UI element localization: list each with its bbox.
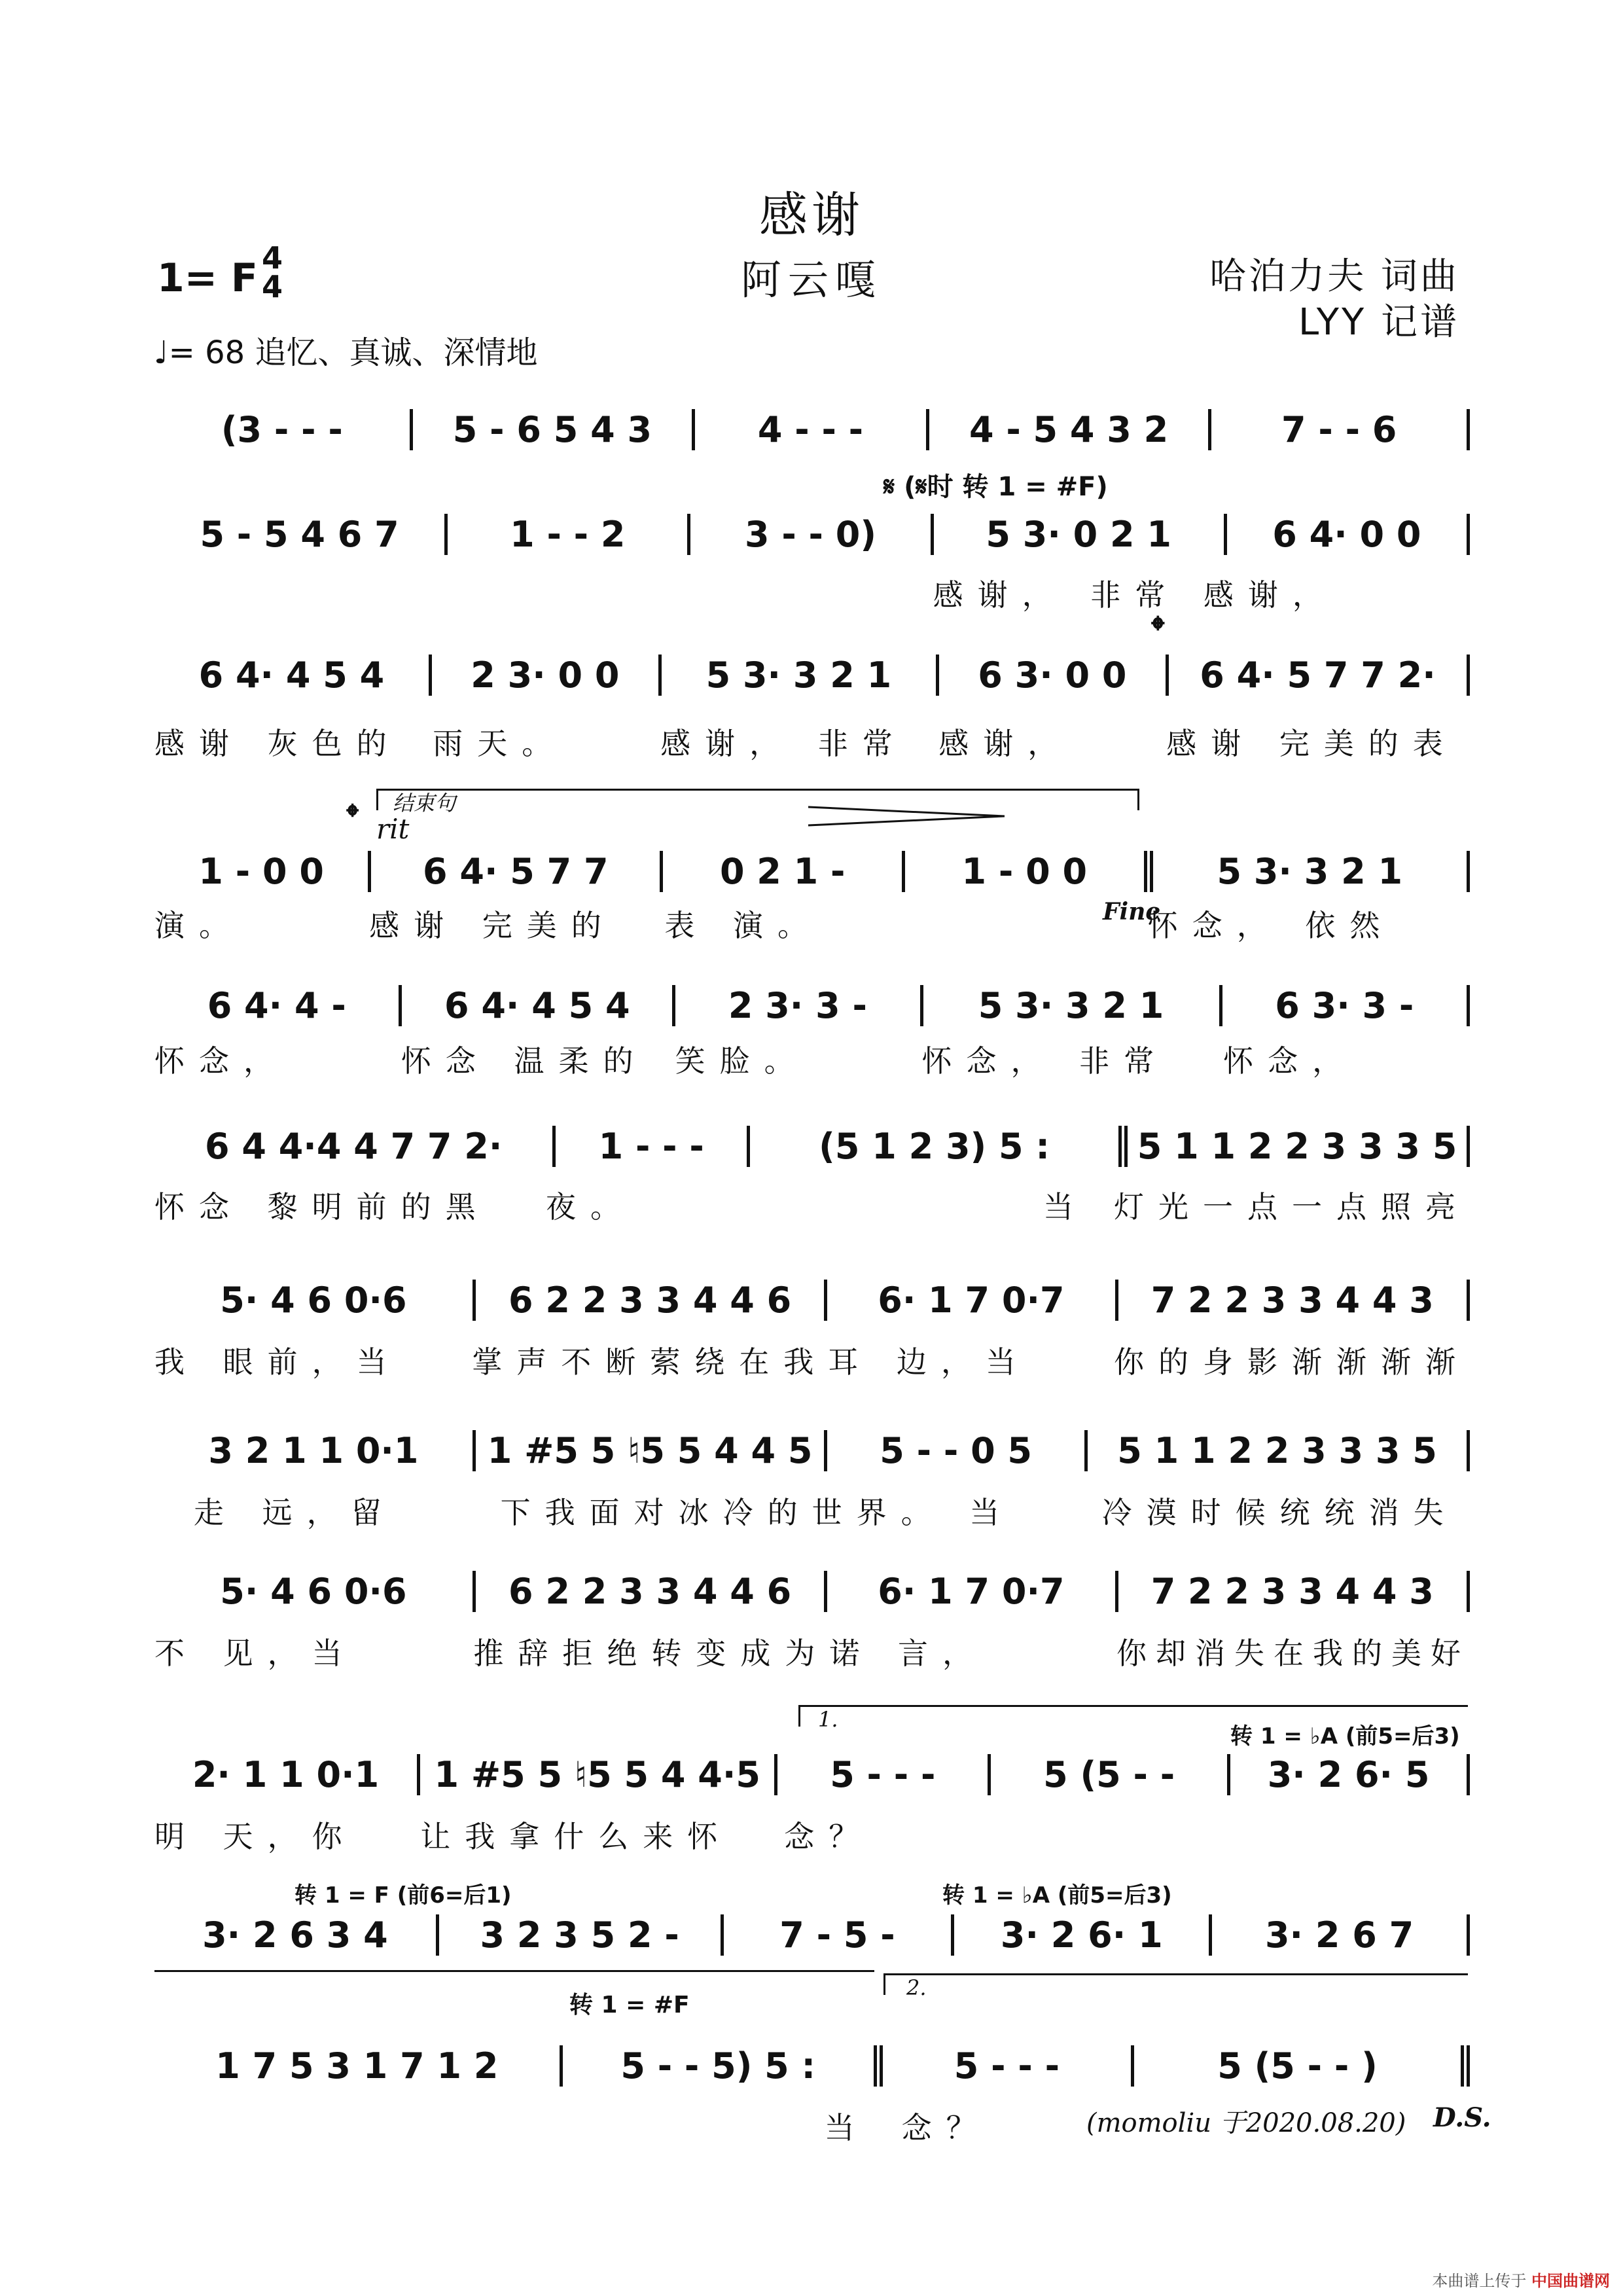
- measure: 6 3· 3 -: [1222, 985, 1470, 1026]
- lyric: 感谢， 非常: [660, 726, 907, 761]
- lyrics-row-4: [154, 902, 1470, 945]
- composer-credit: 哈泊力夫 词曲: [1209, 255, 1459, 298]
- lyric: [450, 571, 691, 615]
- measure: 5 - - -: [777, 1754, 991, 1795]
- measure: 1 #5 5 ♮5 5 4 4·5: [420, 1754, 777, 1795]
- measure: 1 - - 2: [448, 514, 690, 555]
- measure: 5 3· 3 2 1: [662, 655, 939, 696]
- measure: 6· 1 7 0·7: [827, 1280, 1118, 1321]
- lyric: 你却消失在我的美好: [1116, 1636, 1470, 1671]
- lyric: 你的身影渐渐渐渐: [1114, 1344, 1470, 1380]
- lyrics-row-9: [154, 1630, 1470, 1673]
- measure: 3 2 1 1 0·1: [154, 1430, 476, 1471]
- staff-row-10: [154, 1754, 1470, 1795]
- lyric: 推辞拒绝转变成为: [473, 1636, 830, 1671]
- measure: 5 - - -: [883, 2045, 1134, 2087]
- modulation-to-F: 转 1 = F (前6=后1): [294, 1882, 512, 1909]
- measure: 4 - - -: [695, 409, 929, 450]
- measure: 7 2 2 3 3 4 4 3: [1118, 1280, 1470, 1321]
- measure: 1 #5 5 ♮5 5 4 4 5: [476, 1430, 827, 1471]
- lyric: 怀念，: [154, 1043, 288, 1079]
- lyric: 让我拿什么来怀: [420, 1819, 732, 1854]
- measure: 5 1 1 2 2 3 3 3 5: [1088, 1430, 1470, 1471]
- lyric: 夜。: [546, 1189, 635, 1225]
- staff-row-5: [154, 985, 1470, 1026]
- staff-row-4: [154, 851, 1470, 892]
- measure: 5 3· 3 2 1: [1153, 851, 1470, 892]
- measure: 3· 2 6 7: [1212, 1914, 1470, 1956]
- ending-phrase-bracket: [376, 789, 1139, 810]
- lyric: 怀念 黎明前的黑: [154, 1189, 490, 1225]
- measure: 1 - - -: [556, 1126, 750, 1167]
- song-title: 感谢: [759, 187, 864, 243]
- decrescendo-mark: [808, 802, 1005, 834]
- measure: (3 - - -: [154, 409, 413, 450]
- lyric: [154, 2104, 560, 2147]
- measure: 6 4 4·4 4 7 7 2·: [154, 1126, 556, 1167]
- time-signature: [262, 240, 283, 304]
- measure: 1 7 5 3 1 7 1 2: [154, 2045, 563, 2087]
- watermark-prefix: 本曲谱上传于: [1432, 2272, 1527, 2290]
- lyric: 耳 边，当: [828, 1344, 1030, 1380]
- lyric: 怀念， 非常: [921, 1043, 1169, 1079]
- volta-1-label: 1.: [818, 1707, 838, 1732]
- key-signature: 1= F: [157, 255, 258, 301]
- lyric: 诺 言，: [829, 1636, 987, 1671]
- measure: 7 - - 6: [1211, 409, 1470, 450]
- measure: 2 3· 3 -: [675, 985, 923, 1026]
- staff-row-1: [154, 409, 1470, 450]
- measure: 3 - - 0): [690, 514, 933, 555]
- lyrics-row-7: [154, 1338, 1470, 1382]
- lyrics-row-2: [154, 571, 1470, 615]
- measure: 5 1 1 2 2 3 3 3 5: [1128, 1126, 1470, 1167]
- staff-row-2: [154, 514, 1470, 555]
- modulation-to-bA: 转 1 = ♭A (前5=后3): [942, 1882, 1172, 1909]
- lyrics-row-3: [154, 720, 1470, 763]
- meter-bottom: 4: [262, 269, 283, 304]
- staff-row-11: [154, 1914, 1470, 1956]
- lyric: [154, 571, 450, 615]
- measure: 0 2 1 -: [663, 851, 905, 892]
- measure: 7 - 5 -: [724, 1914, 955, 1956]
- measure: 5· 4 6 0·6: [154, 1571, 476, 1612]
- tempo-marking: ♩= 68 追忆、真诚、深情地: [154, 334, 538, 371]
- staff-row-6: [154, 1126, 1470, 1167]
- measure: 3 2 3 5 2 -: [439, 1914, 724, 1956]
- lyric: [994, 1813, 1470, 1856]
- lyrics-row-5: [154, 1037, 1470, 1081]
- measure: 5 (5 - -: [991, 1754, 1230, 1795]
- lyric: 灯光一点一点照亮: [1114, 1189, 1470, 1225]
- lyric: 雨天。: [433, 726, 567, 761]
- staff-row-12: [154, 2045, 1470, 2087]
- measure: 5 3· 0 2 1: [934, 514, 1227, 555]
- lyric: [691, 571, 933, 615]
- lyrics-row-10: [154, 1813, 1470, 1856]
- lyric: 当: [1043, 1189, 1088, 1225]
- lyric: 感谢，: [938, 726, 1073, 761]
- measure: 6 2 2 3 3 4 4 6: [476, 1280, 827, 1321]
- measure: 6 2 2 3 3 4 4 6: [476, 1571, 827, 1612]
- lyric: 掌声不断萦绕在我: [472, 1344, 829, 1380]
- staff-row-3: [154, 655, 1470, 696]
- lyric: 界。 当: [856, 1495, 1014, 1530]
- site-watermark: [1432, 2268, 1610, 2291]
- segno-modulation: 𝄋 (𝄋时 转 1 = #F): [883, 472, 1108, 502]
- modulation-to-sharpF: 转 1 = #F: [569, 1992, 690, 2018]
- staff-row-7: [154, 1280, 1470, 1321]
- measure: 6 4· 4 5 4: [402, 985, 675, 1026]
- staff-row-8: [154, 1430, 1470, 1471]
- lyric: 感谢， 非常 感谢，: [933, 577, 1337, 613]
- lyric: 不 见，当: [154, 1636, 357, 1671]
- volta-2-label: 2.: [906, 1975, 927, 2000]
- coda-icon: 𝄌: [1152, 609, 1164, 650]
- lyric: 笑脸。: [675, 1043, 809, 1079]
- lyric: 怀念， 依然: [1147, 908, 1395, 943]
- measure: 4 - 5 4 3 2: [929, 409, 1212, 450]
- coda-icon: 𝄌: [347, 797, 359, 835]
- lyrics-row-6: [154, 1183, 1470, 1227]
- lyric: 演。: [154, 908, 243, 943]
- measure: 2 3· 0 0: [432, 655, 662, 696]
- lyric: 感谢 灰色的: [154, 726, 401, 761]
- ds-marking: D.S.: [1433, 2102, 1491, 2133]
- lyric: 走 远，留: [194, 1495, 396, 1530]
- lyric: 下我面对冰冷的世: [500, 1495, 857, 1530]
- measure: 6 3· 0 0: [939, 655, 1169, 696]
- ending-phrase-label: 结束句: [393, 791, 456, 816]
- rit-marking: rit: [376, 813, 410, 845]
- measure: 5 (5 - - ): [1134, 2045, 1470, 2087]
- fine-marking: Fine: [1103, 898, 1161, 925]
- artist-name: 阿云嘎: [740, 256, 882, 304]
- lyric: 怀念 温柔的: [401, 1043, 648, 1079]
- transcriber-credit: LYY 记谱: [1298, 301, 1459, 344]
- measure: 5 - - 0 5: [827, 1430, 1088, 1471]
- measure: 6 4· 4 5 4: [154, 655, 432, 696]
- measure: 3· 2 6· 5: [1230, 1754, 1470, 1795]
- staff-row-9: [154, 1571, 1470, 1612]
- measure: 6 4· 0 0: [1227, 514, 1470, 555]
- measure: 5 - - 5) 5 :: [563, 2045, 883, 2087]
- measure: 5· 4 6 0·6: [154, 1280, 476, 1321]
- lyric: 感谢 完美的: [369, 908, 616, 943]
- measure: 7 2 2 3 3 4 4 3: [1118, 1571, 1470, 1612]
- measure: 3· 2 6· 1: [954, 1914, 1212, 1956]
- phrase-line: [154, 1970, 874, 1972]
- lyric: 念？: [901, 2110, 991, 2145]
- measure: 2· 1 1 0·1: [154, 1754, 420, 1795]
- transcriber-signature: (momoliu 于2020.08.20): [1086, 2108, 1406, 2138]
- measure: 6· 1 7 0·7: [827, 1571, 1118, 1612]
- volta-2-bracket: [883, 1973, 1468, 1995]
- measure: 1 - 0 0: [905, 851, 1153, 892]
- measure: 5 - 6 5 4 3: [413, 409, 696, 450]
- lyrics-row-8: [154, 1489, 1470, 1532]
- lyric: 表 演。: [664, 908, 822, 943]
- measure: (5 1 2 3) 5 :: [750, 1126, 1128, 1167]
- lyric: 念？: [784, 1819, 874, 1854]
- measure: 5 - 5 4 6 7: [154, 514, 448, 555]
- measure: 6 4· 5 7 7 2·: [1169, 655, 1470, 696]
- watermark-site: 中国曲谱网: [1531, 2272, 1610, 2290]
- measure: 6 4· 5 7 7: [371, 851, 663, 892]
- measure: 1 - 0 0: [154, 851, 371, 892]
- lyric: 当: [824, 2110, 869, 2145]
- measure: 6 4· 4 -: [154, 985, 402, 1026]
- measure: 5 3· 3 2 1: [923, 985, 1222, 1026]
- measure: 3· 2 6 3 4: [154, 1914, 439, 1956]
- meter-top: 4: [262, 240, 283, 276]
- lyric: 怀念，: [1223, 1043, 1357, 1079]
- lyric: 冷漠时候统统消失: [1101, 1495, 1458, 1530]
- modulation-to-bA: 转 1 = ♭A (前5=后3): [1230, 1723, 1460, 1749]
- lyric: 明 天，你: [154, 1819, 357, 1854]
- lyric: 我 眼前，当: [154, 1344, 401, 1380]
- lyric: 感谢 完美的表: [1166, 726, 1457, 761]
